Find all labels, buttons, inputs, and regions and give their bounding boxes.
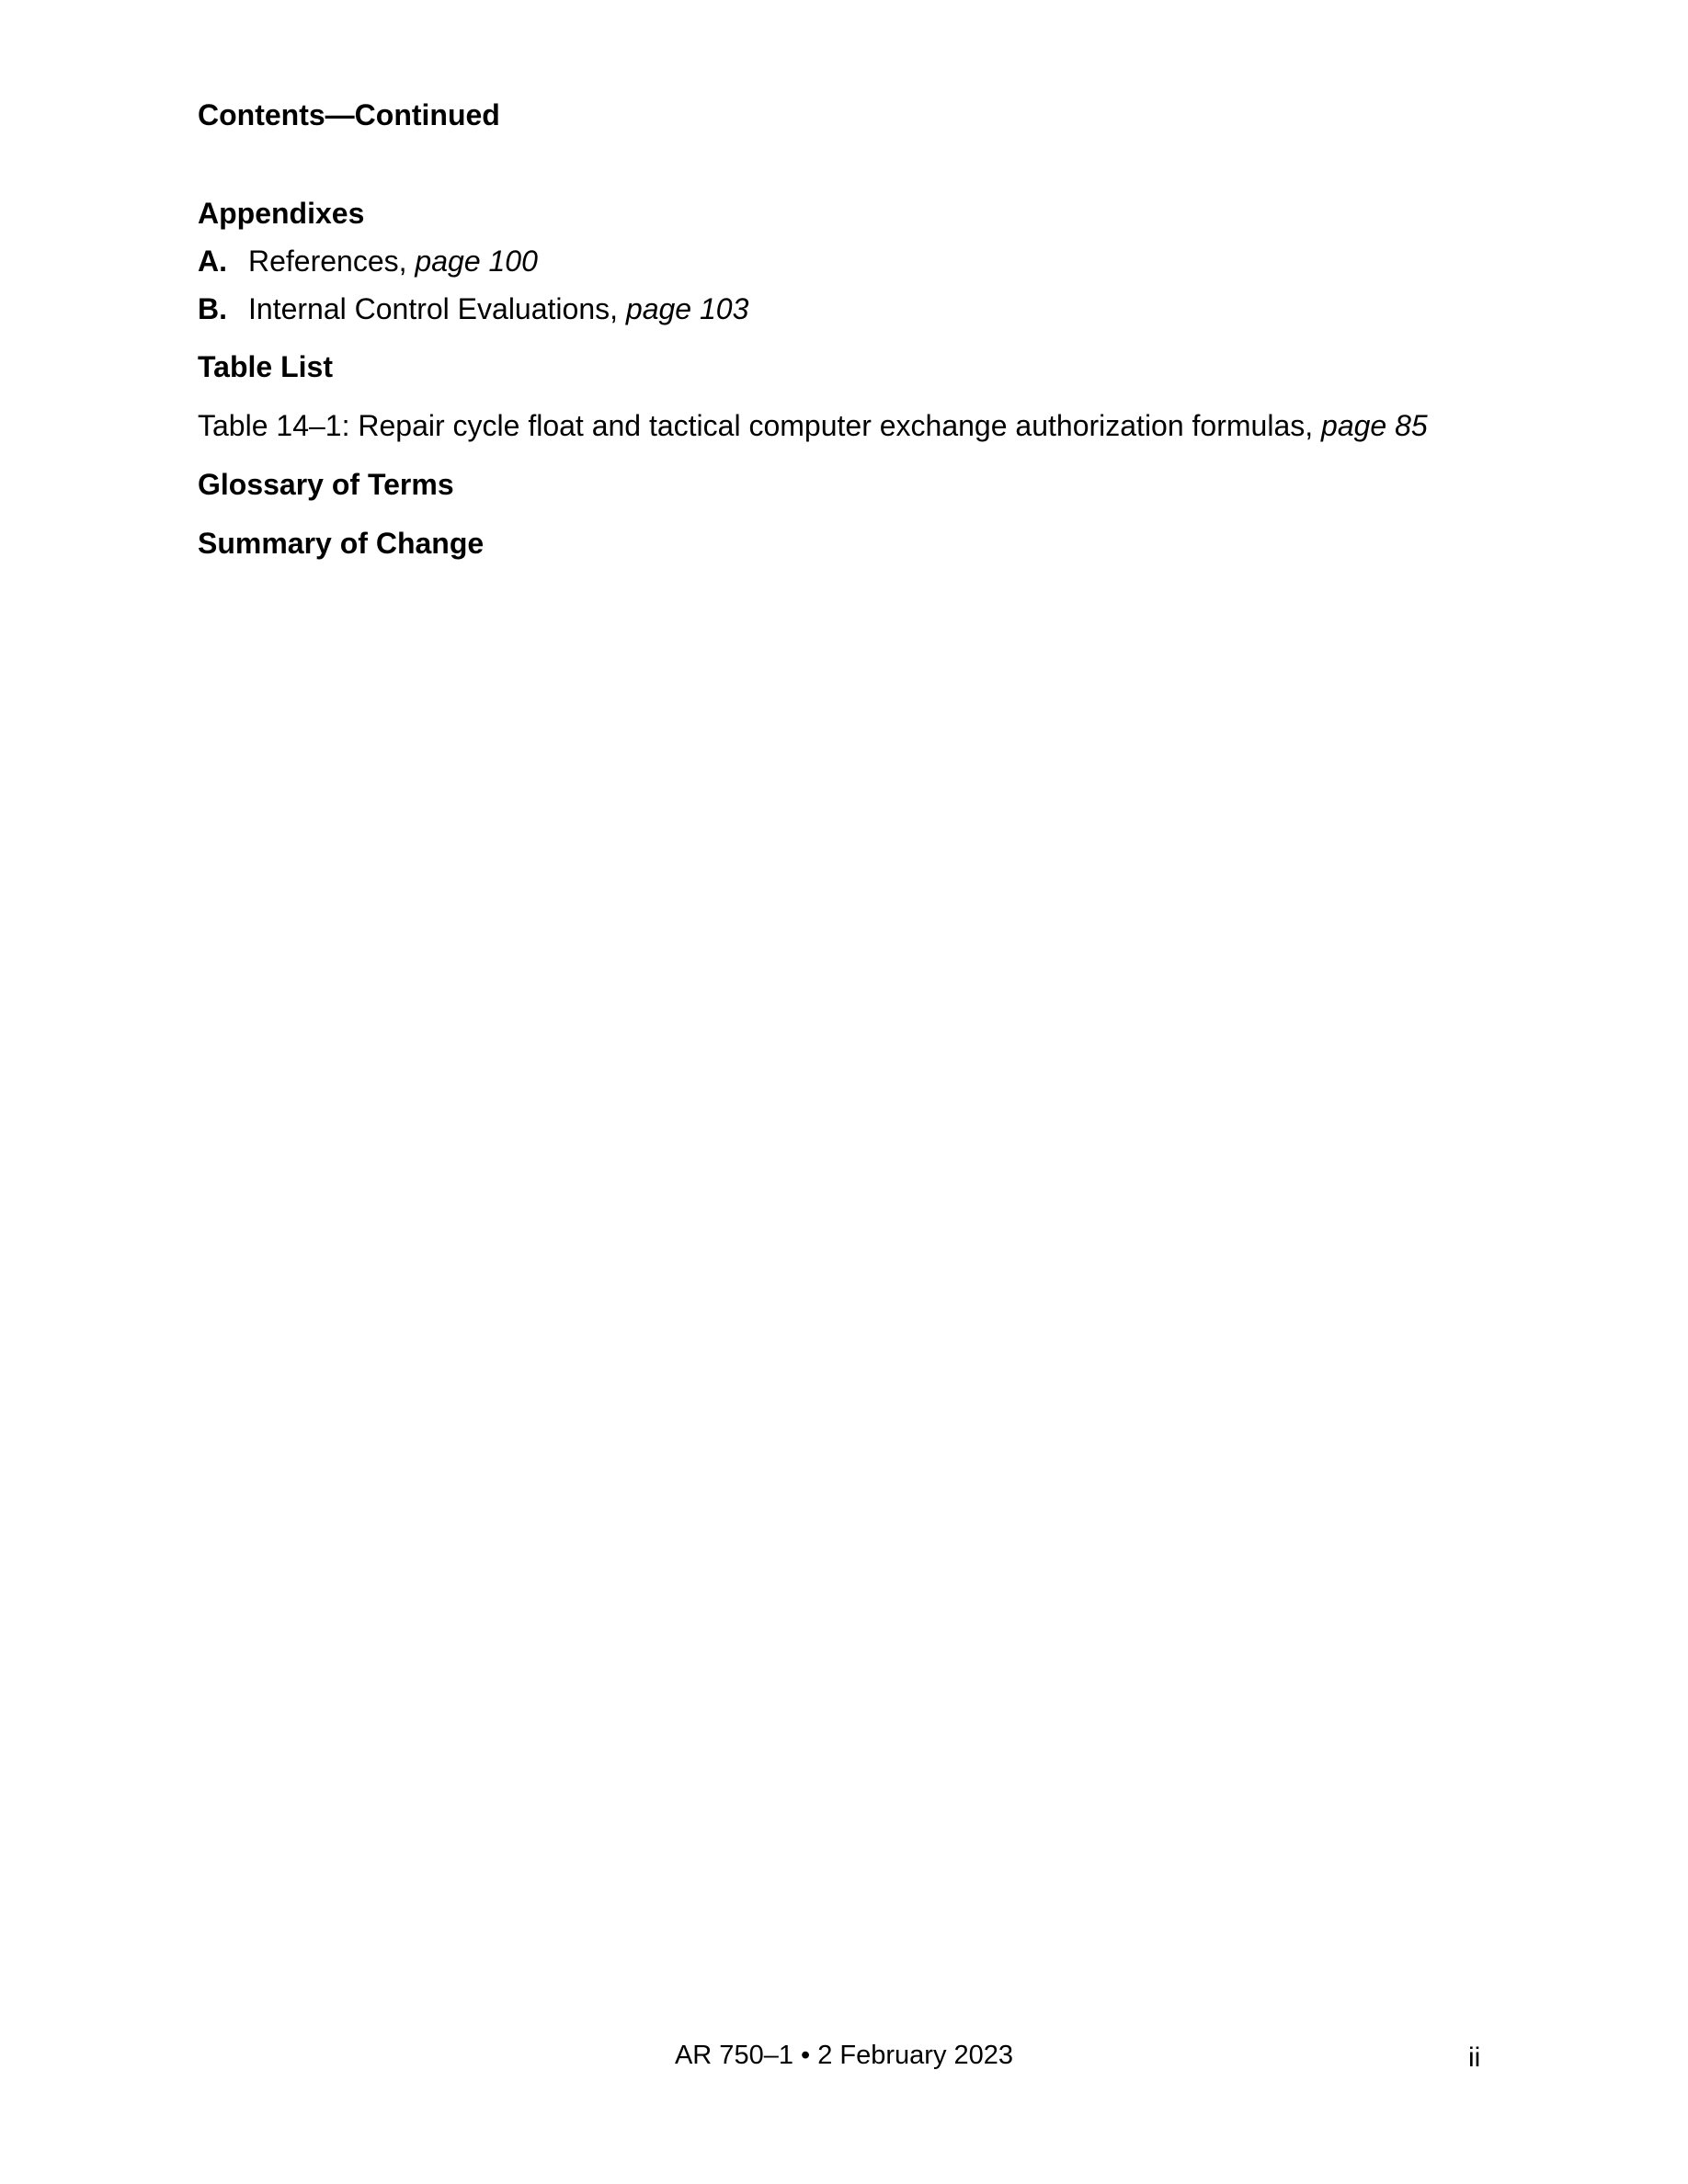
appendix-page-ref: page 100 (415, 245, 538, 278)
appendix-page-ref: page 103 (625, 292, 749, 325)
summary-of-change-heading[interactable]: Summary of Change (198, 527, 485, 560)
appendix-title: Internal Control Evaluations, (248, 292, 626, 325)
appendix-letter: A. (198, 245, 227, 278)
appendixes-heading: Appendixes (198, 197, 365, 230)
table-entry-page-ref: page 85 (1321, 409, 1428, 442)
appendix-letter: B. (198, 292, 227, 325)
appendix-entry-a[interactable] (198, 243, 538, 279)
table-list-entry[interactable] (198, 407, 1428, 444)
table-list-heading: Table List (198, 350, 333, 383)
footer-page-number: ii (1468, 2042, 1481, 2073)
glossary-heading[interactable]: Glossary of Terms (198, 468, 454, 501)
contents-continued-title: Contents—Continued (198, 98, 500, 131)
appendix-title: References, (248, 245, 416, 278)
footer-publication: AR 750–1 • 2 February 2023 (674, 2041, 1014, 2070)
appendix-entry-b[interactable] (198, 290, 748, 327)
table-entry-title: Table 14–1: Repair cycle float and tactical computer exchange authorization formulas, (198, 409, 1322, 442)
